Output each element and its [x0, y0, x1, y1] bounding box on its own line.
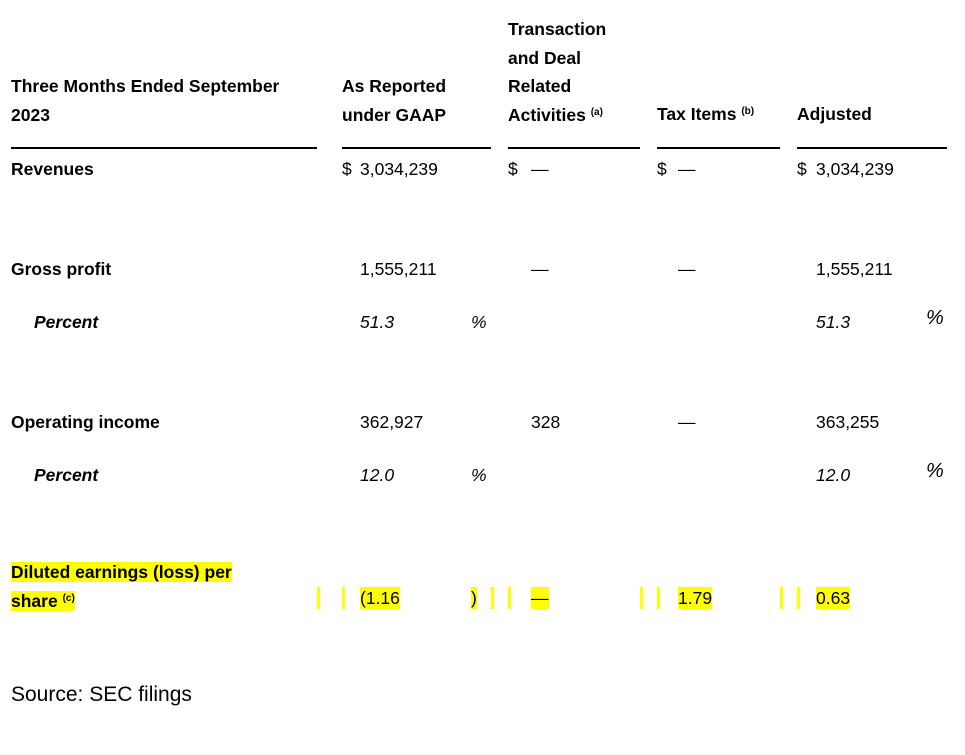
- gross-profit-adjusted: 1,555,211: [816, 259, 893, 279]
- operating-income-adjusted: 363,255: [816, 412, 880, 432]
- highlight-bar: [657, 587, 660, 609]
- header-transaction-line-4: Activities: [508, 104, 586, 125]
- highlight-bar: [640, 587, 643, 609]
- row-label-gross-profit: Gross profit: [11, 259, 112, 279]
- header-tax-items-text: Tax Items: [657, 104, 737, 124]
- header-adjusted-text: Adjusted: [797, 104, 872, 124]
- currency-adjusted: $: [797, 159, 807, 179]
- highlight-bar: [508, 587, 511, 609]
- highlight-bar: [317, 587, 320, 609]
- highlight-bar: [342, 587, 345, 609]
- rule-tax: [657, 147, 780, 149]
- operating-percent-reported: 12.0: [360, 465, 395, 485]
- header-transaction: [508, 15, 648, 129]
- header-period: [11, 72, 311, 129]
- row-label-revenues: Revenues: [11, 159, 94, 179]
- header-period-text: Three Months Ended September 2023: [11, 76, 280, 125]
- operating-percent-reported-unit: %: [471, 465, 487, 485]
- diluted-eps-reported-paren: ): [471, 588, 477, 608]
- gross-percent-reported: 51.3: [360, 312, 395, 332]
- gross-percent-adjusted-unit: %: [926, 307, 944, 329]
- highlight-bar: [797, 587, 800, 609]
- highlight-bar: [491, 587, 494, 609]
- gross-percent-reported-unit: %: [471, 312, 487, 332]
- row-label-operating-income: Operating income: [11, 412, 160, 432]
- operating-income-tax: —: [678, 412, 696, 432]
- diluted-eps-label-line-2: share: [11, 590, 58, 611]
- header-as-reported-text: As Reported under GAAP: [342, 76, 447, 125]
- operating-income-reported: 362,927: [360, 412, 424, 432]
- currency-reported: $: [342, 159, 352, 179]
- rule-adjusted: [797, 147, 947, 149]
- row-label-gross-percent: Percent: [34, 312, 99, 332]
- footnote-c: (c): [62, 592, 75, 604]
- header-transaction-line-3: Related: [508, 76, 572, 96]
- operating-income-transaction: 328: [531, 412, 561, 432]
- rule-as-reported: [342, 147, 491, 149]
- header-adjusted: [797, 100, 927, 129]
- diluted-eps-reported: (1.16: [360, 588, 400, 608]
- operating-percent-adjusted-unit: %: [926, 460, 944, 482]
- header-transaction-line-1: Transaction: [508, 19, 607, 39]
- rule-period: [11, 147, 317, 149]
- row-label-diluted-eps: [11, 558, 232, 615]
- currency-tax: $: [657, 159, 667, 179]
- header-as-reported: [342, 72, 472, 129]
- highlight-bar: [780, 587, 783, 609]
- source-note: Source: SEC filings: [11, 683, 192, 706]
- currency-transaction: $: [508, 159, 518, 179]
- diluted-eps-transaction: —: [531, 588, 549, 608]
- header-tax-items: [657, 100, 787, 129]
- row-label-operating-percent: Percent: [34, 465, 99, 485]
- revenues-adjusted: 3,034,239: [816, 159, 894, 179]
- diluted-eps-label-line-1: Diluted earnings (loss) per: [11, 562, 232, 582]
- revenues-transaction: —: [531, 159, 549, 179]
- operating-percent-adjusted: 12.0: [816, 465, 851, 485]
- rule-transaction: [508, 147, 640, 149]
- revenues-tax: —: [678, 159, 696, 179]
- header-transaction-line-2: and Deal: [508, 47, 581, 68]
- revenues-reported: 3,034,239: [360, 159, 438, 179]
- gross-profit-reported: 1,555,211: [360, 259, 437, 279]
- gross-profit-tax: —: [678, 259, 696, 279]
- footnote-a: (a): [590, 106, 603, 118]
- gross-profit-transaction: —: [531, 259, 549, 279]
- diluted-eps-adjusted: 0.63: [816, 588, 851, 608]
- diluted-eps-tax: 1.79: [678, 588, 713, 608]
- gross-percent-adjusted: 51.3: [816, 312, 851, 332]
- footnote-b: (b): [741, 106, 755, 117]
